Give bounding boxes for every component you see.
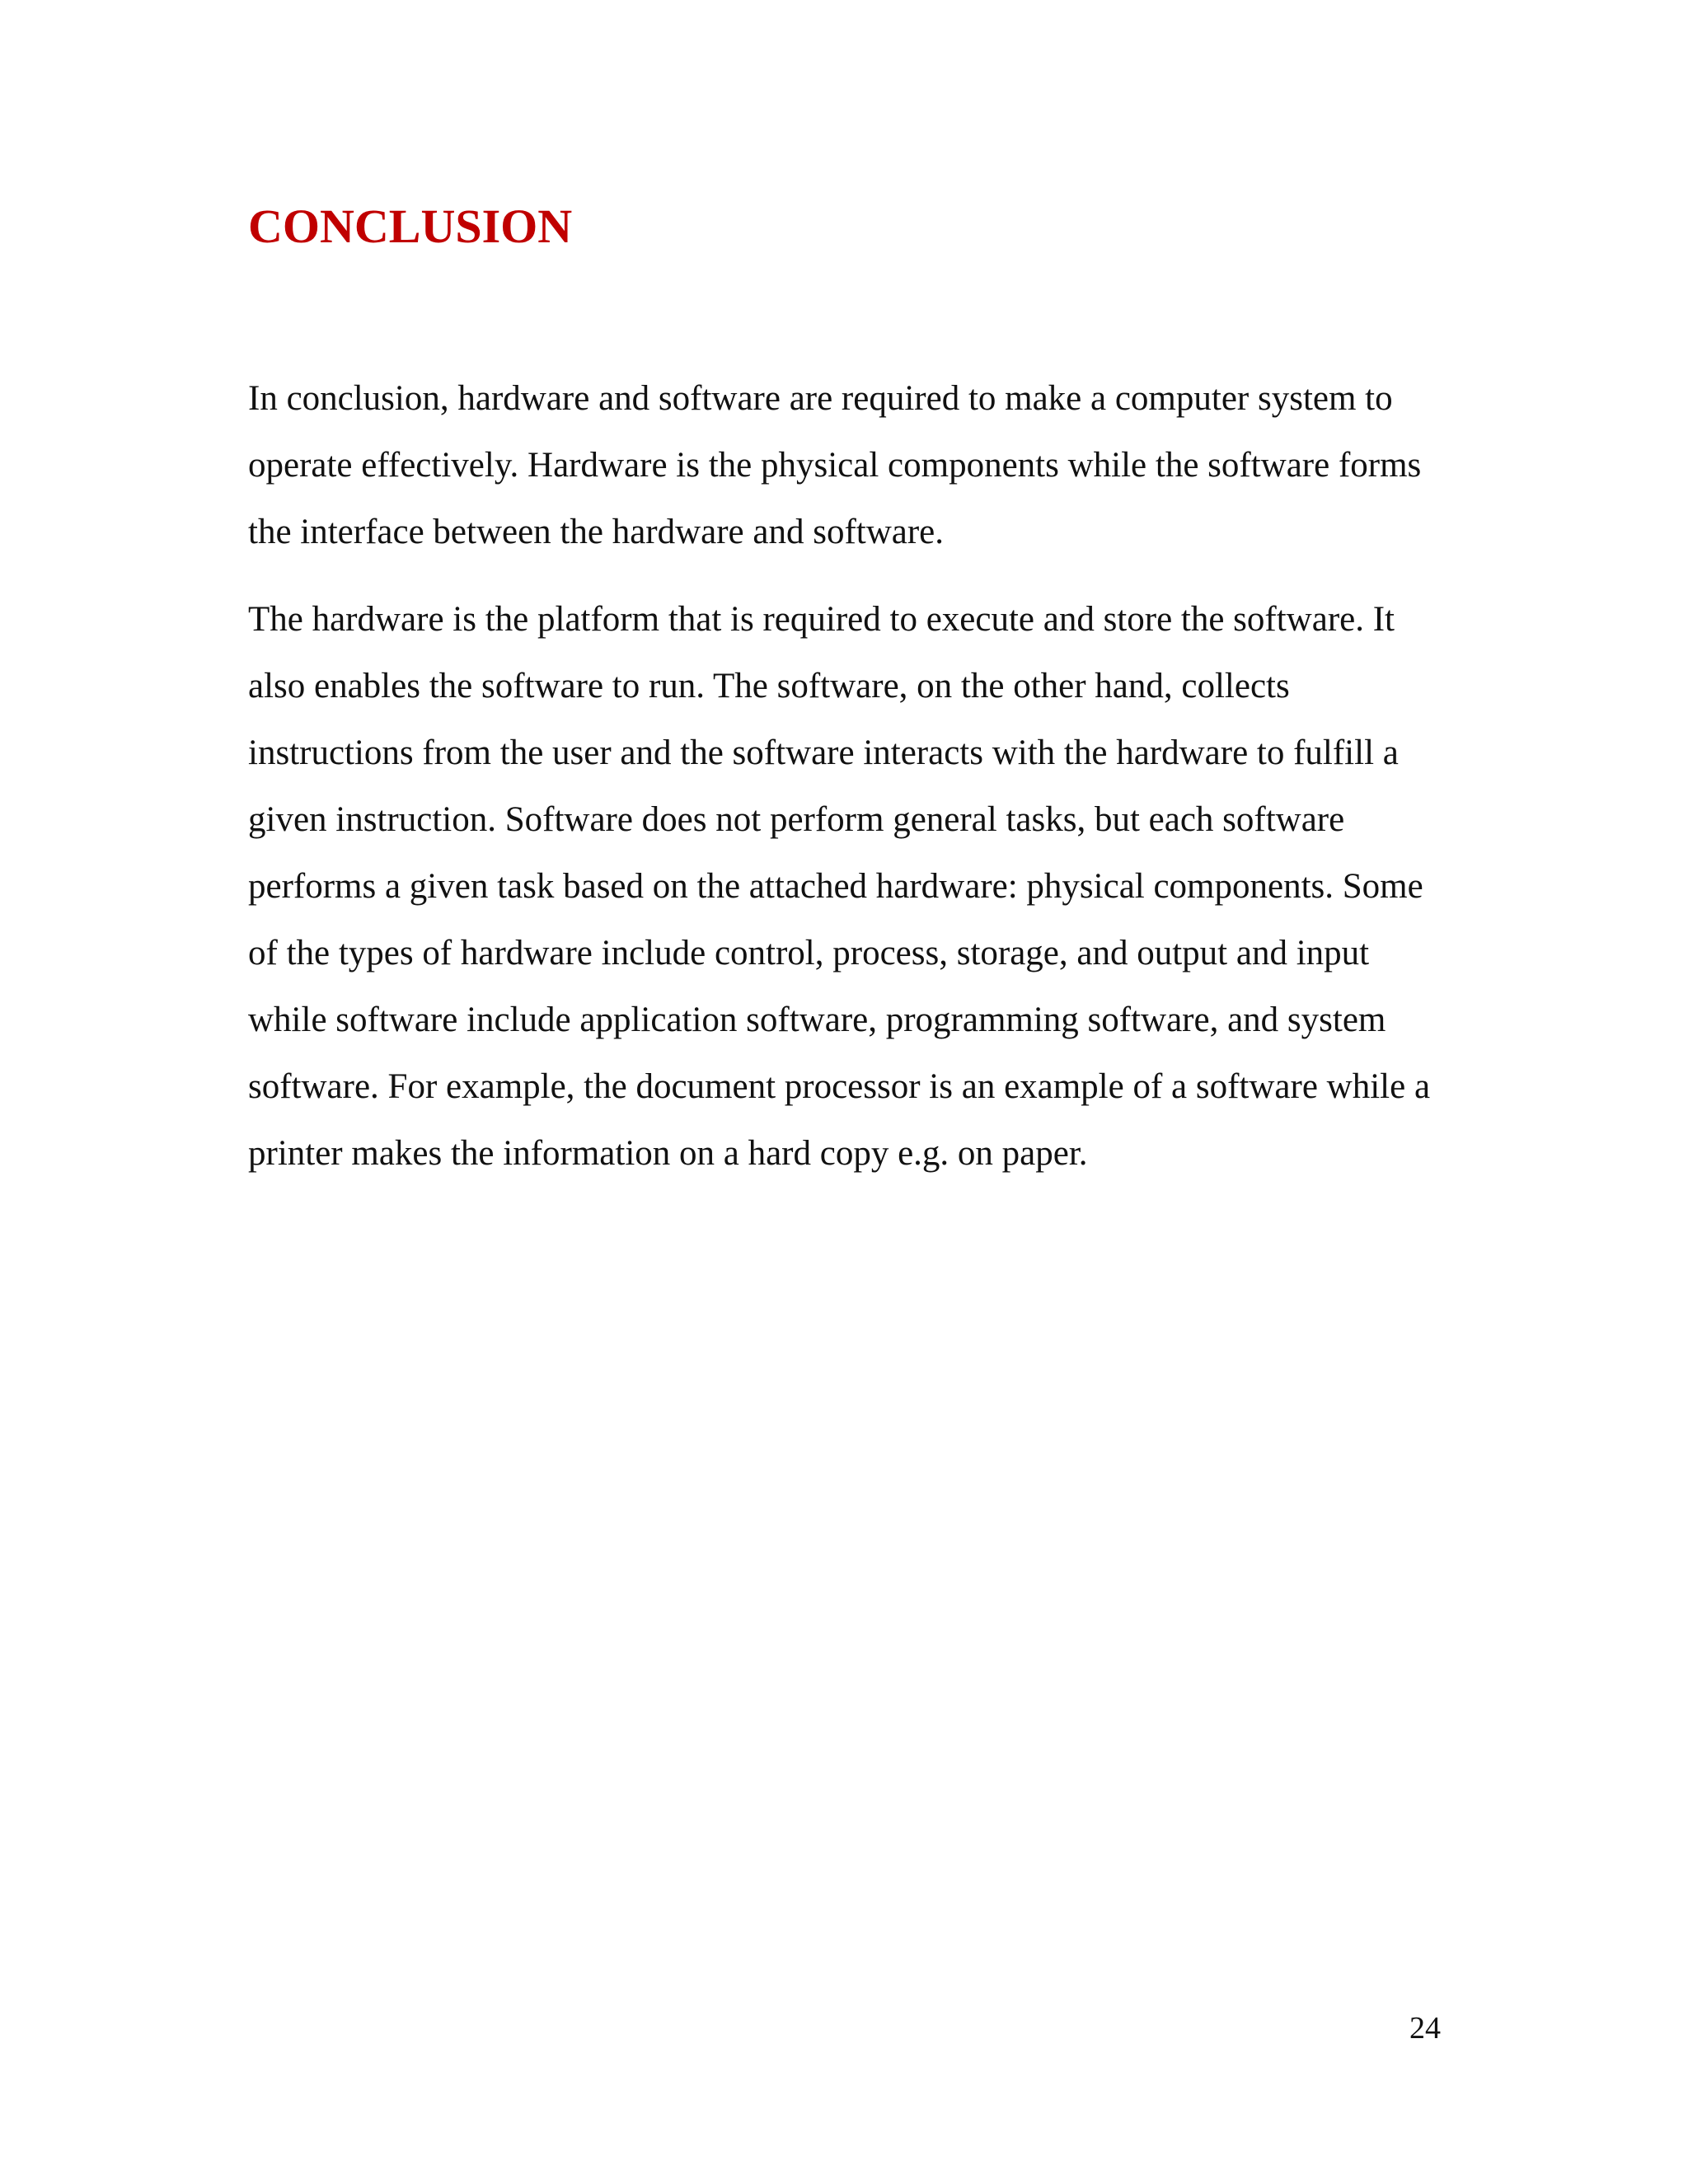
section-body (248, 365, 1451, 1187)
paragraph-2: The hardware is the platform that is required to execute and store the software. It also enables the software to run. The software, on the other hand, collects instructions from the user and the software interacts with the hardware to fulfill a given instruction. Software does not perform general tasks, but each software performs a given task based on the attached hardware: physical components. Some of the types of hardware include control, process, storage, and output and input while software include application software, programming software, and system software. For example, the document processor is an example of a software while a printer makes the information on a hard copy e.g. on paper. (248, 600, 1431, 1173)
paragraph-1: In conclusion, hardware and software are required to make a computer system to operate effectively. Hardware is the physical components while the software forms the interface between the hardware and software. (248, 379, 1422, 551)
page-number: 24 (1409, 2011, 1441, 2046)
section-heading: CONCLUSION (248, 199, 573, 253)
